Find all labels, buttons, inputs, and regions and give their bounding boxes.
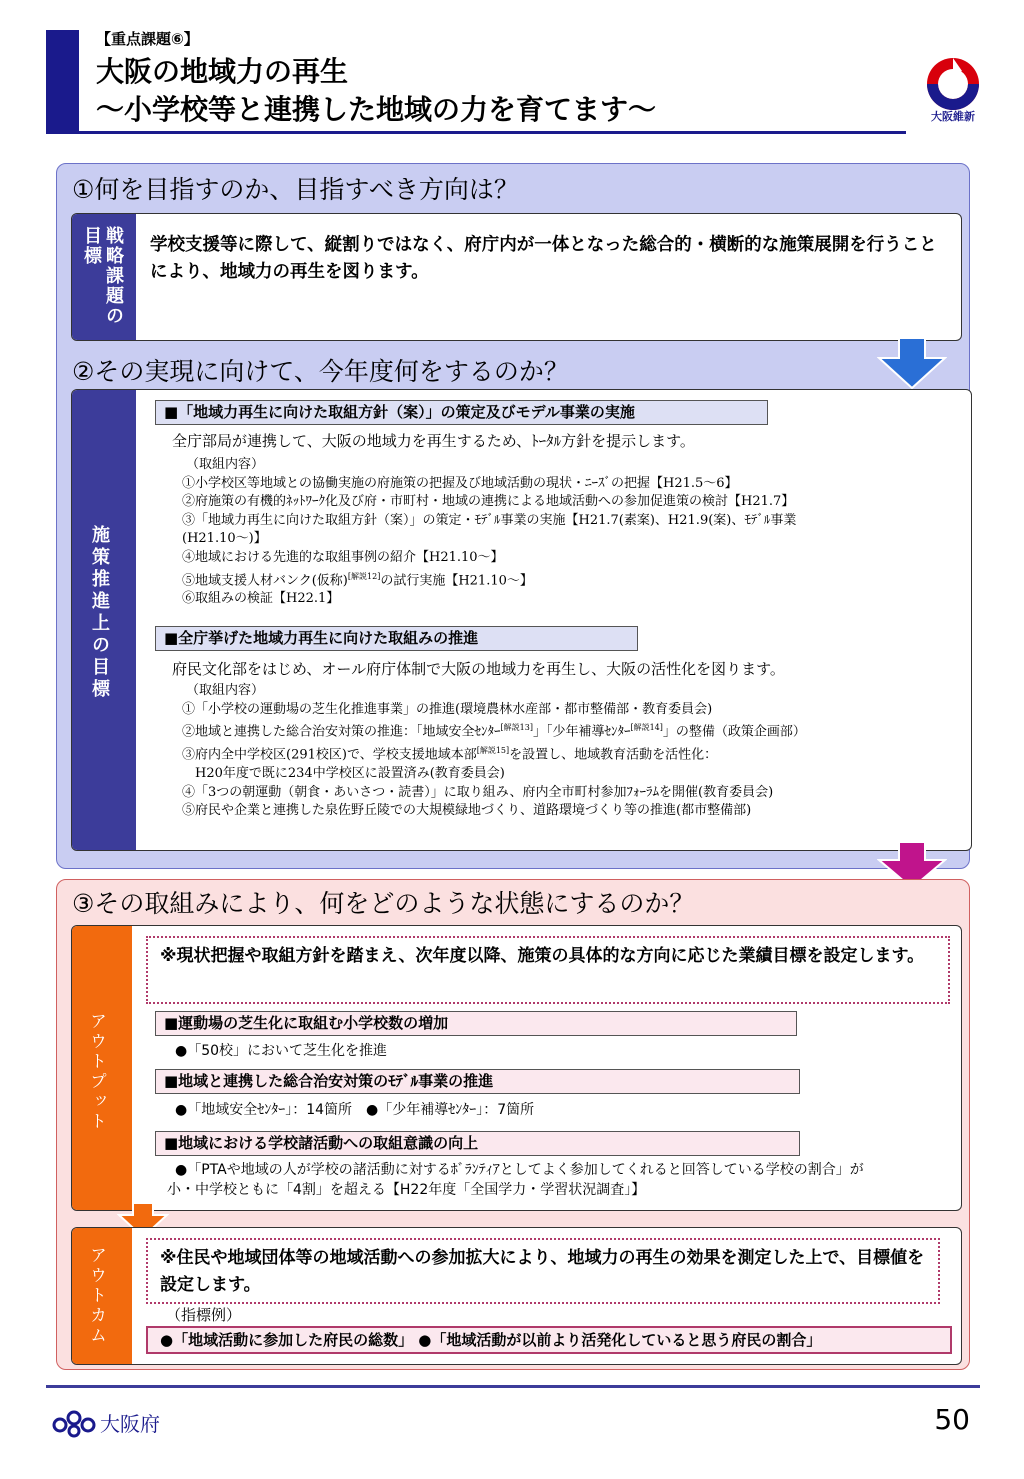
- item-text: ③府内全中学校区(291校区)で、学校支援地域本部: [182, 747, 477, 763]
- note-ref: [解説15]: [476, 746, 510, 756]
- block2-lead: 府民文化部をはじめ、オール府庁体制で大阪の地域力を再生し、大阪の活性化を図ります。: [172, 660, 785, 678]
- priority-tag: 【重点課題⑥】: [96, 30, 199, 48]
- policy-target-side-label-bg: [72, 390, 136, 850]
- output-note: ※現状把握や取組方針を踏まえ、次年度以降、施策の具体的な方向に応じた業績目標を設定します。: [146, 936, 950, 1004]
- footer-line: [46, 1385, 980, 1388]
- block1-items: [182, 456, 796, 609]
- down-arrow-blue-icon: [877, 338, 947, 390]
- section3-heading: ③その取組みにより、何をどのような状態にするのか？: [72, 889, 695, 918]
- outcome-example-label: （指標例）: [166, 1306, 242, 1324]
- section1-heading: ①何を目指すのか、目指すべき方向は？: [72, 175, 519, 204]
- list-item: H20年度で既に234中学校区に設置済み(教育委員会): [182, 766, 505, 782]
- strategy-goal-side-label: 戦略課題の目標: [81, 226, 124, 326]
- footer-org-name: 大阪府: [100, 1412, 160, 1436]
- output-item3-line1: ●「PTAや地域の人が学校の諸活動に対するﾎﾞﾗﾝﾃｨｱとしてよく参加してくれると回答している学校の割合」が: [175, 1162, 864, 1178]
- block1-title: ■「地域力再生に向けた取組方針（案）」の策定及びモデル事業の実施: [155, 400, 768, 425]
- policy-target-side-label: 施策推進上の目標: [89, 525, 110, 701]
- list-item: ⑥取組みの検証【H22.1】: [182, 591, 340, 607]
- note-ref: [解説14]: [630, 723, 663, 733]
- output-box: [71, 925, 962, 1211]
- outcome-side-label: アウトカム: [86, 1246, 106, 1346]
- list-item: （取組内容）: [186, 457, 265, 472]
- item-text: ⑤地域支援人材バンク(仮称): [182, 572, 348, 588]
- item-text: を設置し、地域教育活動を活性化：: [509, 747, 718, 763]
- policy-target-box: [71, 389, 972, 851]
- list-item: ④「3つの朝運動（朝食・あいさつ・読書）」に取り組み、府内全市町村参加ﾌｫｰﾗﾑを開催(教育委員会): [182, 784, 774, 800]
- list-item: [182, 568, 796, 591]
- output-item2-text: ●「地域安全ｾﾝﾀｰ」：14箇所 ●「少年補導ｾﾝﾀｰ」：7箇所: [175, 1102, 535, 1118]
- output-item2-title: ■地域と連携した総合治安対策のﾓﾃﾞﾙ事業の推進: [155, 1069, 800, 1094]
- list-item: ①「小学校の運動場の芝生化推進事業」の推進(環境農林水産部・都市整備部・教育委員会): [182, 701, 713, 717]
- output-item3-title: ■地域における学校諸活動への取組意識の向上: [155, 1131, 800, 1156]
- item-text: 」の整備（政策企画部）: [662, 724, 806, 740]
- output-side-label-bg: [72, 926, 132, 1210]
- outcome-note: ※住民や地域団体等の地域活動への参加拡大により、地域力の再生の効果を測定した上で、目標値を設定します。: [146, 1238, 940, 1304]
- logo-text: 大阪維新: [931, 110, 975, 123]
- output-item3-text: [167, 1160, 864, 1200]
- list-item: ①小学校区等地域との協働実施の府施策の把握及び地域活動の現状・ﾆｰｽﾞの把握【H21.5～6】: [182, 475, 738, 491]
- block2-items: [182, 682, 806, 821]
- item-text: ②地域と連携した総合治安対策の推進：「地域安全ｾﾝﾀｰ: [182, 724, 501, 740]
- section2-heading: ②その実現に向けて、今年度何をするのか？: [72, 357, 569, 386]
- output-side-label: アウトプット: [86, 1012, 106, 1132]
- output-item1-title: ■運動場の芝生化に取組む小学校数の増加: [155, 1011, 797, 1036]
- item-text: 」「少年補導ｾﾝﾀｰ: [532, 724, 631, 740]
- list-item: ②府施策の有機的ﾈｯﾄﾜｰｸ化及び府・市町村・地域の連携による地域活動への参加促進策の検討【H21.7】: [182, 494, 795, 510]
- list-item: [182, 719, 806, 742]
- list-item: ③「地域力再生に向けた取組方針（案）」の策定・ﾓﾃﾞﾙ事業の実施【H21.7(素案)、H21.9(案)、ﾓﾃﾞﾙ事業: [182, 512, 797, 528]
- list-item: ④地域における先進的な取組事例の紹介【H21.10～】: [182, 549, 504, 565]
- strategy-goal-text: 学校支援等に際して、縦割りではなく、府庁内が一体となった総合的・横断的な施策展開を行うことにより、地域力の再生を図ります。: [150, 235, 937, 282]
- strategy-goal-box: [71, 213, 962, 341]
- list-item: （取組内容）: [186, 683, 265, 698]
- list-item: [182, 742, 806, 765]
- note-ref: [解説12]: [347, 571, 381, 581]
- block1-lead: 全庁部局が連携して、大阪の地域力を再生するため、ﾄｰﾀﾙ方針を提示します。: [172, 432, 695, 450]
- list-item: ⑤府民や企業と連携した泉佐野丘陵での大規模緑地づくり、道路環境づくり等の推進(都市整備部): [182, 803, 752, 819]
- note-ref: [解説13]: [500, 723, 533, 733]
- item-text: の試行実施【H21.10～】: [380, 572, 533, 588]
- header-underline: [46, 131, 906, 134]
- output-item1-text: ●「50校」において芝生化を推進: [175, 1043, 388, 1059]
- outcome-example-box: ●「地域活動に参加した府民の総数」 ●「地域活動が以前より活発化していると思う府民の割合」: [146, 1326, 952, 1354]
- page-subtitle: ～小学校等と連携した地域の力を育てます～: [96, 93, 657, 126]
- strategy-goal-side-label-bg: [72, 214, 136, 340]
- header-accent-bar: [46, 30, 79, 132]
- outcome-side-label-bg: [72, 1228, 132, 1364]
- list-item: (H21.10～)】: [182, 531, 267, 547]
- output-item3-line2: 小・中学校ともに「4割」を超える【H22年度「全国学力・学習状況調査」】: [167, 1182, 646, 1198]
- page-number: 50: [934, 1403, 970, 1436]
- block2-title: ■全庁挙げた地域力再生に向けた取組みの推進: [155, 626, 638, 651]
- outcome-box: [71, 1227, 962, 1365]
- page-title: 大阪の地域力の再生: [96, 55, 349, 88]
- osaka-prefecture-logo-icon: [52, 1408, 98, 1438]
